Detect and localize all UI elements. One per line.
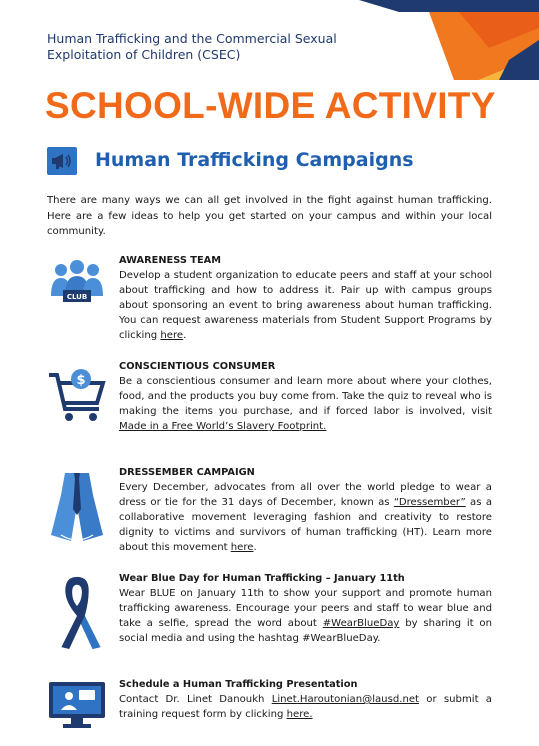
item-body: Every December, advocates from all over the world pledge to wear a dress or tie for the 31 days of December, known as bbox=[119, 482, 492, 509]
wearblueday-link[interactable]: #WearBlueDay bbox=[322, 618, 400, 630]
email-link[interactable]: Linet.Haroutonian@lausd.net bbox=[271, 694, 420, 706]
training-request-link[interactable]: here. bbox=[286, 709, 313, 721]
svg-text:CLUB: CLUB bbox=[66, 293, 88, 301]
item-heading: Schedule a Human Trafficking Presentation bbox=[119, 679, 358, 690]
item-body: Develop a student organization to educate peers and staff at your school about trafficking and how to address it. Pair up with campus groups about sponsoring an event to bring awareness about human trafficking. You can request awareness materials from Student Support Programs by clicking bbox=[119, 270, 492, 342]
item-heading: AWARENESS TEAM bbox=[119, 255, 222, 266]
blue-ribbon-icon bbox=[47, 573, 107, 651]
intro-paragraph: There are many ways we can all get involved in the fight against human trafficking. Here are a few ideas to help you get started on your campus and within your local community. bbox=[47, 195, 492, 238]
dressember-learn-more-link[interactable]: here bbox=[230, 542, 254, 554]
document-header-title: Human Trafficking and the Commercial Sexual Exploitation of Children (CSEC) bbox=[47, 31, 337, 62]
section-title: Human Trafficking Campaigns bbox=[95, 149, 414, 171]
item-heading: Wear Blue Day for Human Trafficking – January 11th bbox=[119, 573, 405, 584]
item-body: Be a conscientious consumer and learn more about where your clothes, food, and the products you buy come from. Take the quiz to reveal who is making the items you purchase, and if forced labor is involved, visit bbox=[119, 376, 492, 418]
slavery-footprint-link[interactable]: Made in a Free World’s Slavery Footprint. bbox=[119, 421, 327, 433]
awareness-materials-link[interactable]: here bbox=[160, 330, 184, 342]
page-title: SCHOOL-WIDE ACTIVITY bbox=[45, 85, 496, 126]
dressember-link[interactable]: “Dressember” bbox=[393, 497, 466, 509]
svg-text:$: $ bbox=[76, 373, 86, 388]
dress-tie-icon bbox=[47, 465, 107, 545]
corner-decoration bbox=[359, 0, 539, 80]
presentation-monitor-icon bbox=[47, 680, 107, 730]
club-group-icon bbox=[47, 256, 107, 316]
megaphone-icon bbox=[47, 147, 77, 175]
shopping-cart-icon bbox=[47, 365, 107, 425]
item-heading: CONSCIENTIOUS CONSUMER bbox=[119, 361, 276, 372]
item-heading: DRESSEMBER CAMPAIGN bbox=[119, 467, 255, 478]
item-body: Wear BLUE on January 11th to show your support and promote human trafficking awareness. Encourage your peers and staff to wear blue and take a selfie, spread the word about bbox=[119, 588, 492, 630]
item-body: Contact Dr. Linet Danoukh bbox=[119, 694, 272, 706]
